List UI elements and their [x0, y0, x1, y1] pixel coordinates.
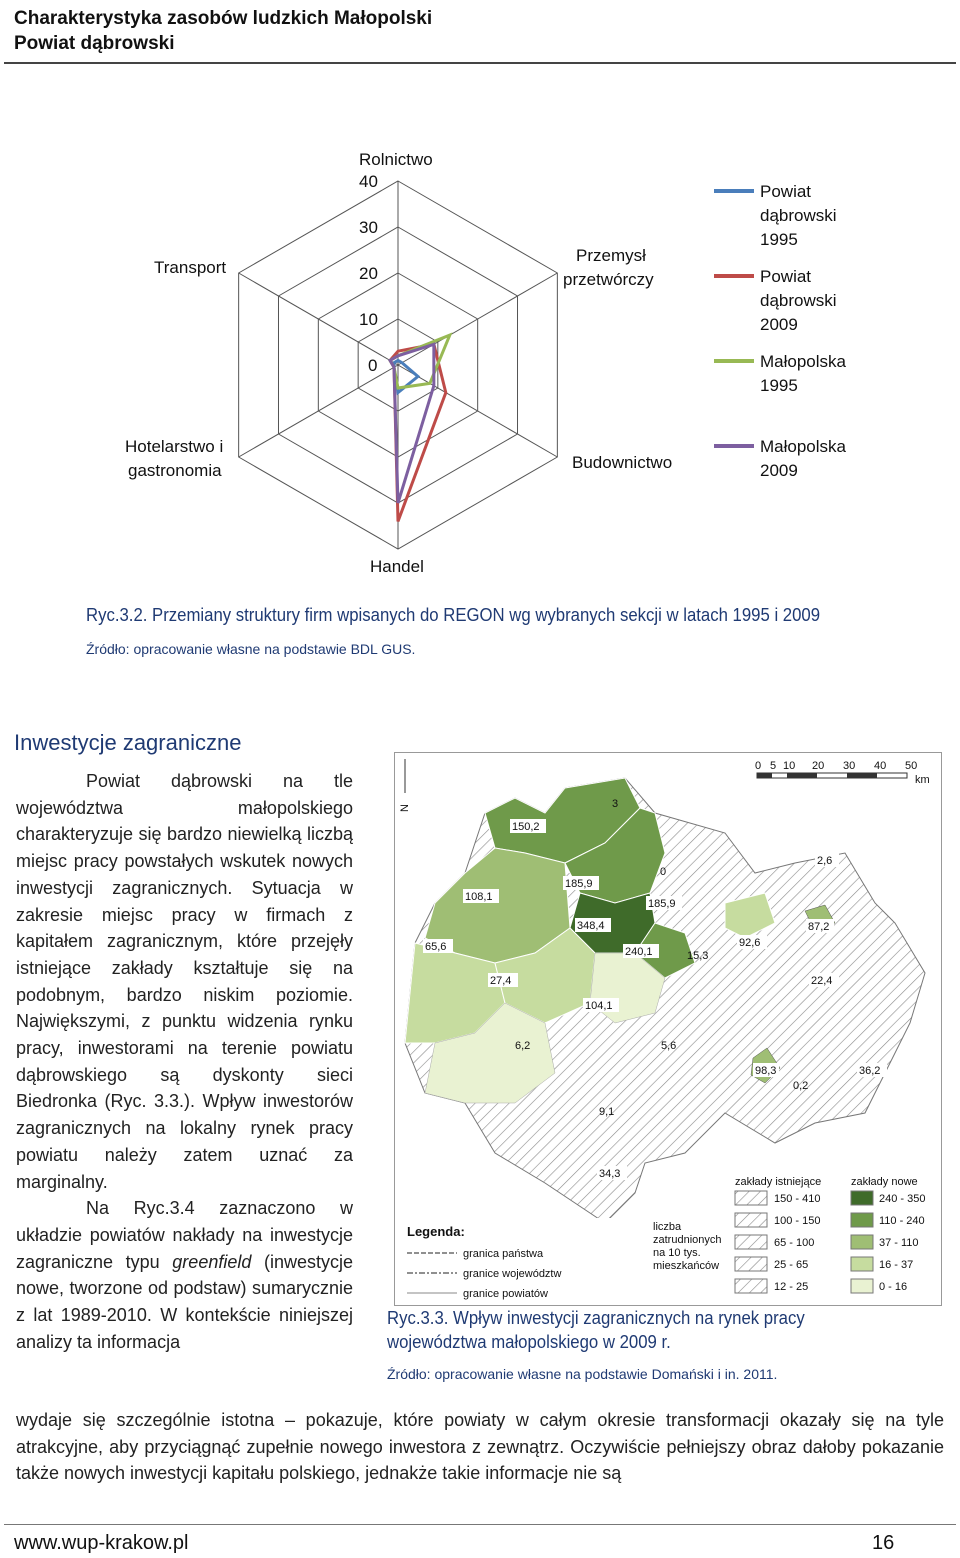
- scale-unit: km: [915, 774, 930, 786]
- axis-label-hotelarstwo-2: gastronomia: [128, 461, 222, 480]
- new-class-label: 240 - 350: [879, 1193, 926, 1205]
- page-number: 16: [872, 1532, 895, 1554]
- density-label: liczba: [653, 1221, 682, 1233]
- new-class-label: 37 - 110: [879, 1237, 919, 1249]
- scale-tick: 40: [874, 760, 887, 772]
- value-label: 15,3: [687, 950, 709, 962]
- header-title: Charakterystyka zasobów ludzkich Małopolski: [14, 8, 433, 29]
- tick-label-40: 40: [359, 172, 378, 191]
- existing-class-swatch: [735, 1235, 767, 1249]
- investment-map: [394, 752, 942, 1306]
- new-class-swatch: [851, 1235, 873, 1249]
- new-class-swatch: [851, 1257, 873, 1271]
- section-title: Inwestycje zagraniczne: [14, 730, 242, 755]
- tick-label-0: 0: [368, 356, 378, 375]
- axis-label-budownictwo: Budownictwo: [572, 453, 673, 472]
- tick-label-10: 10: [359, 310, 378, 329]
- existing-class-swatch: [735, 1257, 767, 1271]
- paragraph-1: Powiat dąbrowski na tle województwa małopolskiego charakteryzuje się bardzo niewielką liczbą miejsc pracy powstałych wskutek nowych inwestycji zagranicznych. Sytuacja w zakresie miejsc pracy w firmach z kapitałem zagranicznym, które przejęły istniejące zakłady kształtuje się na podobnym, bardzo niskim poziomie. Największymi, z punktu widzenia rynku pracy, inwestorami na terenie powiatu dąbrowskiego są dyskonty sieci Biedronka (Ryc. 3.3.). Wpływ inwestorów zagranicznych na lokalny rynek pracy powiatu należy zatem uznać za marginalny.: [16, 771, 353, 1192]
- legend-label: 2009: [760, 461, 798, 480]
- value-label: 0,2: [793, 1080, 809, 1092]
- radar-series-line: [390, 344, 434, 503]
- scale-tick: 5: [770, 760, 777, 772]
- axis-label-hotelarstwo-1: Hotelarstwo i: [125, 437, 224, 456]
- value-label: 9,1: [599, 1106, 615, 1118]
- value-label: 150,2: [512, 821, 540, 833]
- scale-tick: 10: [783, 760, 796, 772]
- tick-label-30: 30: [359, 218, 378, 237]
- density-label: zatrudnionych: [653, 1234, 722, 1246]
- map-graphic: [395, 753, 941, 1305]
- legend-label: Powiat: [760, 182, 812, 201]
- legend-label: 2009: [760, 315, 798, 334]
- legend-label: 1995: [760, 230, 798, 249]
- value-label: 104,1: [585, 1000, 613, 1012]
- legend-swatch: [714, 359, 754, 363]
- paragraph-2-emphasis: greenfield: [172, 1251, 252, 1272]
- existing-header: zakłady istniejące: [735, 1176, 822, 1188]
- existing-class-swatch: [735, 1191, 767, 1205]
- scale-bar: [755, 760, 930, 786]
- tick-label-20: 20: [359, 264, 378, 283]
- value-label: 240,1: [625, 946, 653, 958]
- value-label: 34,3: [599, 1168, 621, 1180]
- new-class-swatch: [851, 1279, 873, 1293]
- value-label: 2,6: [817, 855, 833, 867]
- scale-tick: 30: [843, 760, 856, 772]
- density-label: mieszkańców: [653, 1260, 720, 1272]
- existing-class-label: 100 - 150: [774, 1215, 821, 1227]
- legend-label: 1995: [760, 376, 798, 395]
- figure-source-3-2: Źródło: opracowanie własne na podstawie BDL GUS.: [86, 641, 416, 657]
- body-full-text: wydaje się szczególnie istotna – pokazuje, które powiaty w całym okresie transformacji okazały się na tyle atrakcyjne, aby przyciągnąć zupełnie nowego inwestora z zewnątrz. Oczywiście pełniejszy obraz dałoby pokazanie także nowych inwestycji kapitału polskiego, jednakże takie informacje nie są: [16, 1410, 944, 1484]
- scale-tick: 50: [905, 760, 918, 772]
- value-label: 36,2: [859, 1065, 881, 1077]
- value-label: 348,4: [577, 920, 605, 932]
- legend-line-label: granice województw: [463, 1268, 562, 1280]
- figure-caption-3-3: Ryc.3.3. Wpływ inwestycji zagranicznych na rynek pracy województwa małopolskiego w 2009 r.: [387, 1308, 805, 1352]
- legend-label: Małopolska: [760, 352, 846, 371]
- paragraph-2: [16, 1195, 353, 1355]
- axis-label-transport: Transport: [154, 258, 227, 277]
- north-label: N: [399, 804, 411, 812]
- paragraph-2-end: (inwestycje nowe, tworzone od podstaw) sumarycznie z lat 1989-2010. W kontekście niniejszej analizy ta informacja: [16, 1251, 353, 1352]
- figure-caption-3-2: Ryc.3.2. Przemiany struktury firm wpisanych do REGON wg wybranych sekcji w latach 1995 i 2009: [86, 605, 821, 625]
- new-class-swatch: [851, 1191, 873, 1205]
- existing-class-label: 12 - 25: [774, 1281, 809, 1293]
- legend-line-label: granica państwa: [463, 1248, 544, 1260]
- new-class-label: 16 - 37: [879, 1259, 914, 1271]
- scale-tick: 20: [812, 760, 825, 772]
- value-label: 22,4: [811, 975, 833, 987]
- existing-class-label: 150 - 410: [774, 1193, 821, 1205]
- radar-series-group: [390, 335, 450, 521]
- value-label: 5,6: [661, 1040, 677, 1052]
- new-class-swatch: [851, 1213, 873, 1227]
- header-divider: [4, 62, 956, 64]
- existing-class-label: 25 - 65: [774, 1259, 809, 1271]
- value-label: 98,3: [755, 1065, 777, 1077]
- paragraph-2-start: Na Ryc.3.4 zaznaczono w układzie powiatów nakłady na inwestycje zagraniczne typu: [16, 1198, 353, 1272]
- legend-label: Małopolska: [760, 437, 846, 456]
- existing-class-swatch: [735, 1279, 767, 1293]
- legend-label: Powiat: [760, 267, 812, 286]
- body-column-text: [16, 768, 353, 1355]
- value-label: 108,1: [465, 891, 493, 903]
- value-label: 3: [612, 798, 619, 810]
- legend-line-label: granice powiatów: [463, 1288, 548, 1300]
- existing-class-swatch: [735, 1213, 767, 1227]
- value-label: 185,9: [648, 898, 676, 910]
- new-header: zakłady nowe: [851, 1176, 918, 1188]
- scale-tick: 0: [755, 760, 762, 772]
- axis-label-rolnictwo: Rolnictwo: [359, 150, 433, 169]
- legend-swatch: [714, 444, 754, 448]
- map-legend-title: Legenda:: [407, 1224, 465, 1239]
- value-label: 87,2: [808, 921, 830, 933]
- existing-class-label: 65 - 100: [774, 1237, 815, 1249]
- value-label: 27,4: [490, 975, 512, 987]
- axis-label-przemysl-1: Przemysł: [576, 246, 646, 265]
- value-label: 92,6: [739, 937, 761, 949]
- value-label: 65,6: [425, 941, 447, 953]
- legend-label: dąbrowski: [760, 206, 837, 225]
- density-label: na 10 tys.: [653, 1247, 701, 1259]
- document-header: [14, 6, 432, 56]
- new-class-label: 0 - 16: [879, 1281, 908, 1293]
- header-subtitle: Powiat dąbrowski: [14, 33, 175, 54]
- legend-label: dąbrowski: [760, 291, 837, 310]
- legend-swatch: [714, 274, 754, 278]
- legend-swatch: [714, 189, 754, 193]
- value-label: 0: [660, 866, 667, 878]
- value-label: 185,9: [565, 878, 593, 890]
- figure-source-3-3: Źródło: opracowanie własne na podstawie Domański i in. 2011.: [387, 1366, 778, 1382]
- value-label: 6,2: [515, 1040, 531, 1052]
- axis-label-handel: Handel: [370, 557, 424, 576]
- footer-divider: [4, 1524, 956, 1525]
- axis-label-przemysl-2: przetwórczy: [563, 270, 654, 289]
- footer-url: www.wup-krakow.pl: [14, 1532, 189, 1554]
- new-class-label: 110 - 240: [879, 1215, 925, 1227]
